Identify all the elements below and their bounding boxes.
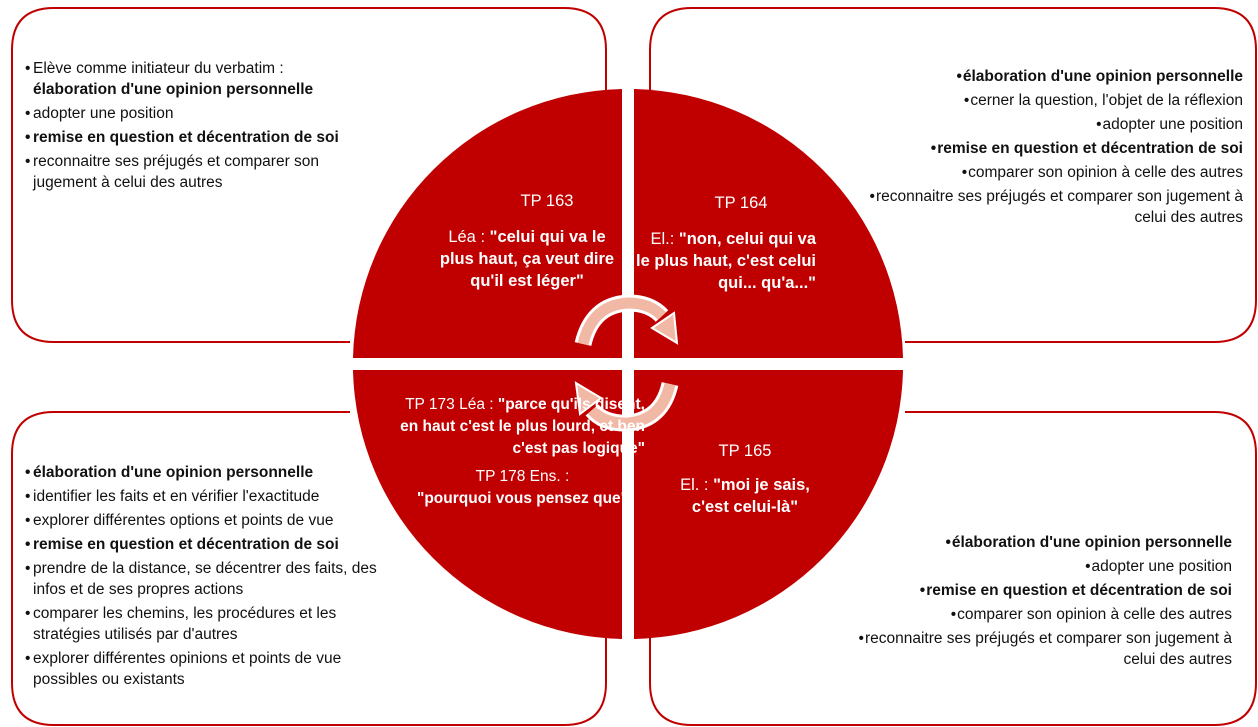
list-item [26, 648, 406, 690]
list-item: •adopter une position [1085, 558, 1232, 575]
list-item: •comparer son opinion à celle des autres [961, 164, 1243, 181]
list-item: •comparer son opinion à celle des autres [950, 606, 1232, 623]
list-item: •reconnaitre ses préjugés et comparer son jugement à celui des autres [869, 188, 1243, 226]
list-item [26, 127, 386, 148]
item-bold-text: remise en question et décentration de soi [926, 582, 1232, 599]
item-text: adopter une position [1091, 558, 1232, 575]
quote-heading: TP 165 [718, 442, 772, 460]
list-item [26, 58, 386, 100]
item-text: adopter une position [1102, 116, 1243, 133]
list-item [26, 462, 406, 483]
item-bold-text: remise en question et décentration de soi [937, 140, 1243, 157]
item-text: identifier les faits et en vérifier l'exactitude [33, 488, 320, 505]
top-left-list [26, 58, 386, 196]
list-item [26, 510, 406, 531]
item-text: comparer son opinion à celle des autres [968, 164, 1243, 181]
quote-heading: TP 164 [714, 194, 768, 212]
list-item: •adopter une position [1096, 116, 1243, 133]
quote-speaker: TP 173 Léa : [405, 396, 498, 413]
list-item: •cerner la question, l'objet de la réflexion [963, 92, 1243, 109]
quote-text: "moi je sais, c'est celui-là" [691, 476, 810, 516]
top-right-list [860, 66, 1243, 231]
quote-heading: TP 163 [520, 192, 574, 210]
item-text: explorer différentes opinions et points de vue possibles ou existants [33, 650, 342, 688]
quote-text: "celui qui va le plus haut, ça veut dire qu'il est léger" [439, 228, 615, 290]
quote-speaker: Léa : [448, 228, 490, 246]
quote-text: "pourquoi vous pensez que" [416, 490, 629, 507]
quote-tp173-178 [400, 394, 645, 510]
list-item: •élaboration d'une opinion personnelle [956, 68, 1243, 85]
list-item [26, 558, 406, 600]
quote-text: "non, celui qui va le plus haut, c'est celui qui... qu'a..." [636, 230, 816, 292]
list-item [26, 534, 406, 555]
list-item [26, 103, 386, 124]
item-text: adopter une position [33, 105, 174, 122]
quote-text: "parce qu'ils disent, en haut c'est le plus lourd, et ben c'est pas logique" [400, 396, 645, 457]
bottom-right-list [852, 532, 1232, 673]
item-text: reconnaitre ses préjugés et comparer son jugement à celui des autres [33, 153, 320, 191]
list-item [26, 151, 386, 193]
quote-speaker: El. : [680, 476, 714, 494]
list-item: •remise en question et décentration de soi [919, 582, 1232, 599]
item-text: prendre de la distance, se décentrer des faits, des infos et de ses propres actions [33, 560, 377, 598]
item-bold-text: élaboration d'une opinion personnelle [33, 464, 314, 481]
list-item: •reconnaitre ses préjugés et comparer son jugement à celui des autres [858, 630, 1232, 668]
item-bold-text: élaboration d'une opinion personnelle [33, 81, 314, 98]
item-bold-text: élaboration d'une opinion personnelle [962, 68, 1243, 85]
quote-tp163 [432, 190, 622, 292]
item-text: cerner la question, l'objet de la réflexion [970, 92, 1243, 109]
list-item [26, 603, 406, 645]
item-bold-text: remise en question et décentration de soi [33, 536, 339, 553]
quote-tp165 [660, 440, 830, 518]
item-bold-text: remise en question et décentration de soi [33, 129, 339, 146]
item-text: comparer son opinion à celle des autres [957, 606, 1232, 623]
item-text: reconnaitre ses préjugés et comparer son jugement à celui des autres [875, 188, 1243, 226]
list-item: •remise en question et décentration de soi [930, 140, 1243, 157]
bottom-left-list [26, 462, 406, 693]
quote-tp164 [636, 192, 816, 294]
item-text: comparer les chemins, les procédures et les stratégies utilisés par d'autres [33, 605, 337, 643]
item-text: explorer différentes options et points de vue [33, 512, 334, 529]
item-text: reconnaitre ses préjugés et comparer son jugement à celui des autres [864, 630, 1232, 668]
quote-sub [400, 466, 645, 510]
item-bold-text: élaboration d'une opinion personnelle [951, 534, 1232, 551]
list-item [26, 486, 406, 507]
quote-speaker: TP 178 Ens. : [475, 468, 570, 485]
item-text: Elève comme initiateur du verbatim : [33, 60, 284, 77]
quote-speaker: El.: [650, 230, 679, 248]
list-item: •élaboration d'une opinion personnelle [945, 534, 1232, 551]
